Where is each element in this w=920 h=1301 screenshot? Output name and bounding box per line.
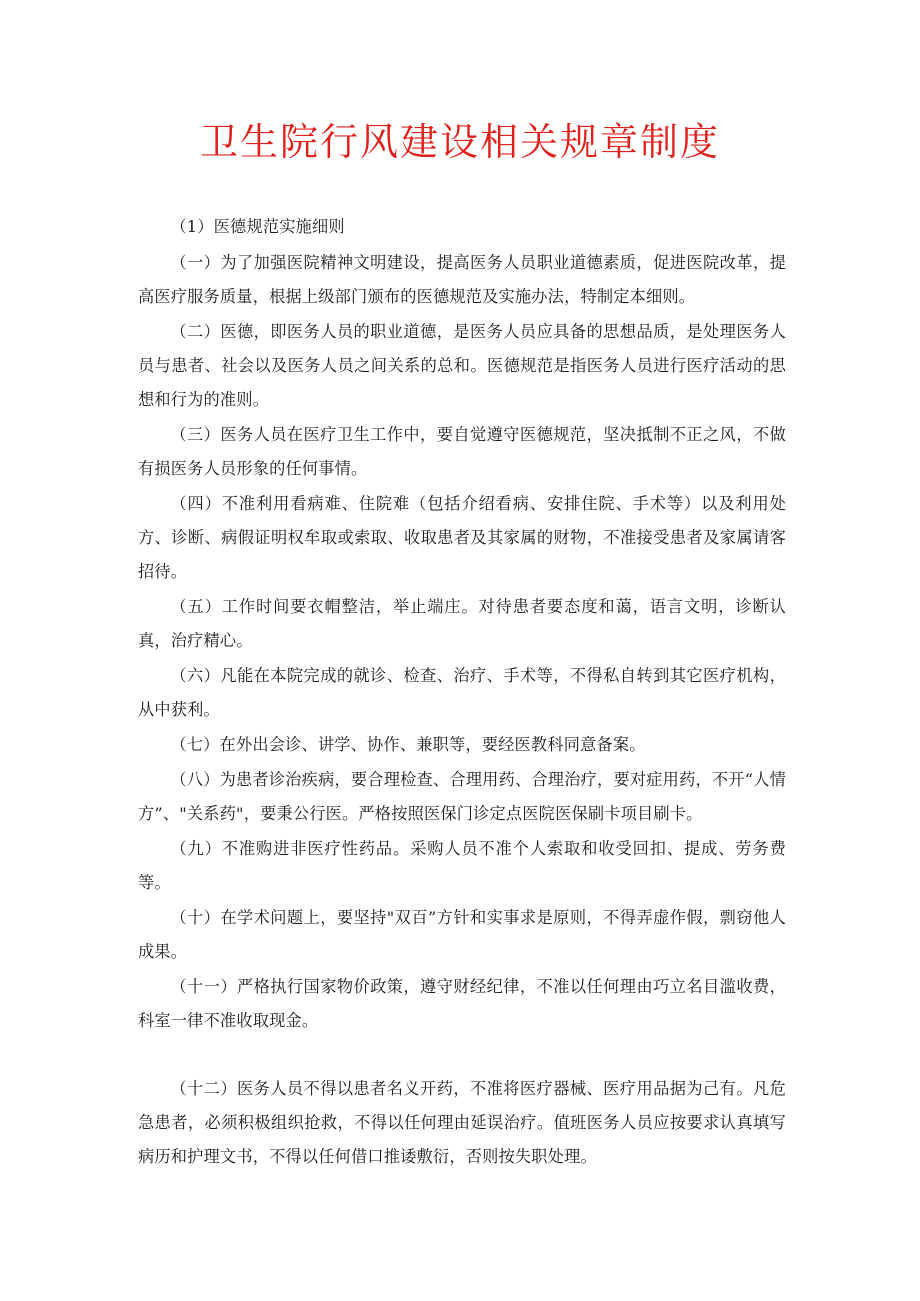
paragraph-7: （七）在外出会诊、讲学、协作、兼职等，要经医教科同意备案。 <box>170 735 646 754</box>
paragraph-10: （十）在学术问题上，要坚持"双百”方针和实事求是原则，不得弄虚作假，剽窃他人成果。 <box>138 908 786 961</box>
paragraph-3: （三）医务人员在医疗卫生工作中，要自觉遵守医德规范，坚决抵制不正之风，不做有损医务人员形象的任何事情。 <box>138 425 786 478</box>
paragraph-8: （八）为患者诊治疾病，要合理检查、合理用药、合理治疗，要对症用药，不开“人情方”、"关系药"，要秉公行医。严格按照医保门诊定点医院医保刷卡项目刷卡。 <box>138 770 786 823</box>
paragraph-1: （一）为了加强医院精神文明建设，提高医务人员职业道德素质，促进医院改革，提高医疗服务质量，根据上级部门颁布的医德规范及实施办法，特制定本细则。 <box>138 253 786 306</box>
paragraph-11: （十一）严格执行国家物价政策，遵守财经纪律，不准以任何理由巧立名目滥收费，科室一律不准收取现金。 <box>138 977 786 1030</box>
paragraph-9: （九）不准购进非医疗性药品。采购人员不准个人索取和收受回扣、提成、劳务费等。 <box>138 839 786 892</box>
paragraph-2: （二）医德，即医务人员的职业道德，是医务人员应具备的思想品质，是处理医务人员与患者、社会以及医务人员之间关系的总和。医德规范是指医务人员进行医疗活动的思想和行为的准则。 <box>138 322 786 409</box>
paragraph-5: （五）工作时间要衣帽整洁，举止端庄。对待患者要态度和蔼，语言文明，诊断认真，治疗精心。 <box>138 597 786 650</box>
section-heading: （1）医德规范实施细则 <box>170 217 345 236</box>
document-body <box>138 210 786 1175</box>
paragraph-12: （十二）医务人员不得以患者名义开药，不准将医疗器械、医疗用品据为己有。凡危急患者，必须积极组织抢救，不得以任何理由延误治疗。值班医务人员应按要求认真填写病历和护理文书，不得以任何借口推诿敷衍，否则按失职处理。 <box>138 1079 786 1166</box>
paragraph-6: （六）凡能在本院完成的就诊、检查、治疗、手术等，不得私自转到其它医疗机构，从中获利。 <box>138 666 786 719</box>
document-title: 卫生院行风建设相关规章制度 <box>199 120 720 164</box>
paragraph-4: （四）不准利用看病难、住院难（包括介绍看病、安排住院、手术等）以及利用处方、诊断、病假证明权牟取或索取、收取患者及其家属的财物，不准接受患者及家属请客招待。 <box>138 494 786 581</box>
